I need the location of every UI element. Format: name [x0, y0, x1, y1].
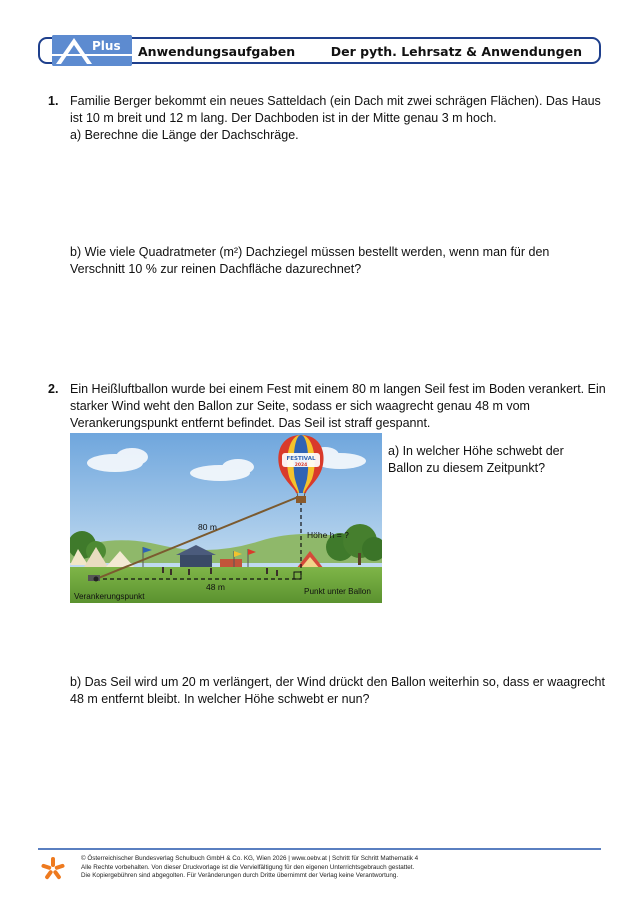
height-label: Höhe h = ? — [307, 530, 349, 540]
task-1-intro — [70, 93, 601, 144]
worksheet-topic: Der pyth. Lehrsatz & Anwendungen — [330, 44, 582, 59]
ground-distance-label: 48 m — [206, 582, 225, 592]
task-2-part-b — [70, 674, 605, 708]
logo-label: Plus — [92, 39, 121, 53]
balloon-basket — [296, 496, 306, 503]
task-2-intro-line: starker Wind weht den Ballon zur Seite, sodass er sich waagrecht genau 48 m vom — [70, 399, 530, 413]
task-2-part-b-line: b) Das Seil wird um 20 m verlängert, der Wind drückt den Ballon weiterhin so, dass er waagrecht — [70, 675, 605, 689]
task-1-part-b-line: Verschnitt 10 % zur reinen Dachfläche dazurechnet? — [70, 262, 362, 276]
task-1-part-b-line: b) Wie viele Quadratmeter (m²) Dachziegel müssen bestellt werden, wenn man für den — [70, 245, 550, 259]
copyright-notice — [81, 855, 418, 881]
task-2-intro-line: Ein Heißluftballon wurde bei einem Fest mit einem 80 m langen Seil fest im Boden verankert. Ein — [70, 382, 606, 396]
task-1-intro-line: ist 10 m breit und 12 m lang. Der Dachboden ist in der Mitte genau 3 m hoch. — [70, 111, 497, 125]
task-2-intro-line: Verankerungspunkt entfernt befindet. Das Seil ist straff gespannt. — [70, 416, 431, 430]
anchor-icon — [88, 575, 100, 582]
worksheet-category: Anwendungsaufgaben — [138, 44, 296, 59]
point-under-balloon-label: Punkt unter Ballon — [304, 587, 371, 596]
task-2-part-a-line: a) In welcher Höhe schwebt der — [388, 444, 564, 458]
task-2-number: 2. — [48, 382, 59, 396]
task-1-part-b — [70, 244, 549, 278]
footer-divider — [38, 848, 601, 850]
task-2-intro — [70, 381, 606, 432]
task-1-part-a: a) Berechne die Länge der Dachschräge. — [70, 128, 299, 142]
balloon-illustration — [70, 433, 382, 603]
task-2-part-b-line: 48 m entfernt bleibt. In welcher Höhe schwebt er nun? — [70, 692, 370, 706]
balloon-banner-year: 2024 — [294, 463, 308, 468]
balloon-banner-text: FESTIVAL — [286, 456, 316, 462]
task-1-number: 1. — [48, 94, 59, 108]
plus-logo — [52, 35, 132, 66]
task-1-intro-line: Familie Berger bekommt ein neues Satteldach (ein Dach mit zwei schrägen Flächen). Das Haus — [70, 94, 601, 108]
footer-line: Alle Rechte vorbehalten. Von dieser Druckvorlage ist die Vervielfältigung für den eigenen Unterrichtsgebrauch gestattet. — [81, 863, 415, 871]
publisher-star-icon — [40, 856, 66, 882]
task-2-part-a — [388, 443, 564, 477]
anchor-point-label: Verankerungspunkt — [74, 592, 145, 601]
footer-line: © Österreichischer Bundesverlag Schulbuch GmbH & Co. KG, Wien 2026 | www.oebv.at | Schritt für Schritt Mathematik 4 — [81, 855, 419, 862]
rope-length-label: 80 m — [198, 522, 217, 532]
footer-line: Die Kopiergebühren sind abgegolten. Für Veränderungen durch Dritte übernimmt der Verlag keine Verantwortung. — [81, 872, 399, 880]
task-2-part-a-line: Ballon zu diesem Zeitpunkt? — [388, 461, 546, 475]
